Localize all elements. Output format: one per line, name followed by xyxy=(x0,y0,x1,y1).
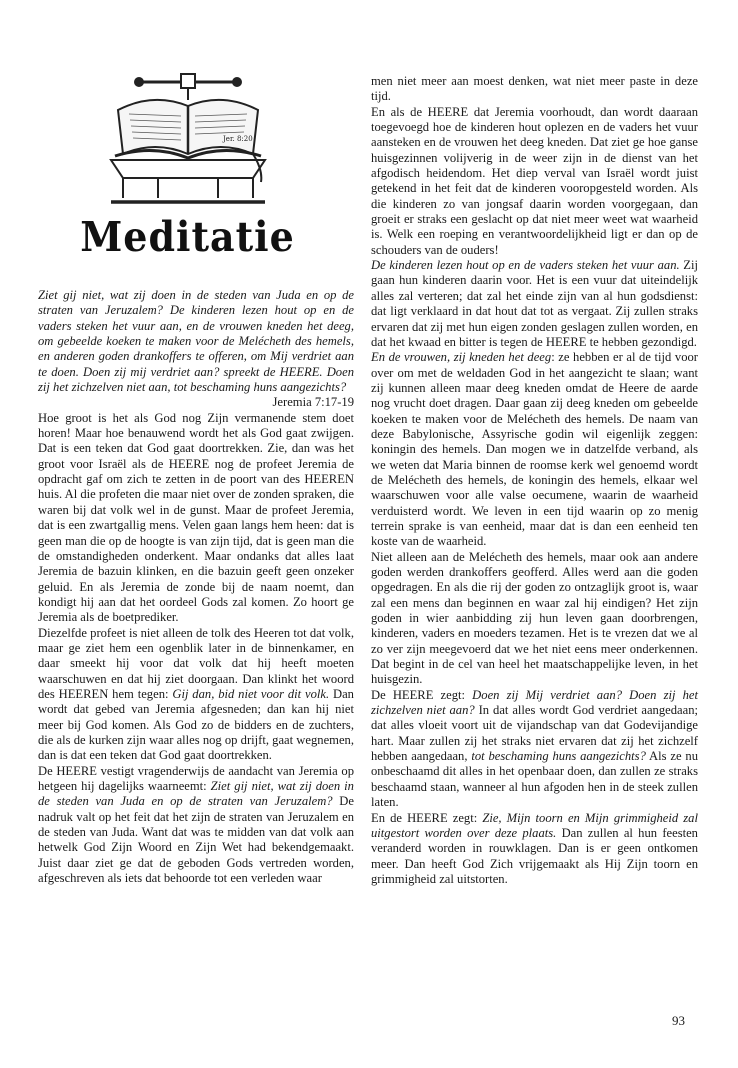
book-inscription: Jer. 8:20 xyxy=(223,135,253,143)
scripture-reference: Jeremia 7:17-19 xyxy=(272,395,354,410)
open-bible-on-lectern-icon xyxy=(103,70,273,220)
paragraph: En de vrouwen, zij kneden het deeg: ze hebben er al de tijd voor over om met de weldaden God in het aangezicht te slaan; want zij kunnen alleen maar deeg kneden omdat de Heere de aarde nog vrucht doet dragen. Daar gaan zij deeg kneden om gebeelde koeken te maken voor de Melécheth des hemels. De naam van deze Babylonische, Assyrische godin wil eigenlijk zeggen: koningin des hemels. Dan mogen we in datzelfde verband, als we weten dat Maria binnen de roomse kerk wel genoemd wordt de Melécheth des hemels, de koningin des hemels, elkaar wel waarschuwen voor alle valse oecumene, waarin de waarheid verduisterd wordt. We leven in een tijd waarin op zo menig terrein sprake is van eenheid, maar dat is dan een eenheid ten koste van de waarheid. xyxy=(371,350,698,549)
paragraph: De HEERE vestigt vragenderwijs de aandacht van Jeremia op hetgeen hij dagelijks waarneemt: Ziet gij niet, wat zij doen in de steden van Juda en op de straten van Jeruzalem? De nadruk valt op het feit dat het zijn de straten van Jeruzalem en de steden van Juda. Want dat was te midden van dat volk aan hetwelk God Zijn Woord en Zijn Wet had bekendgemaakt. Juist daar ziet ge dat de geboden Gods vertreden worden, afgeschreven als iets dat behoorde tot een verleden waar xyxy=(38,763,354,886)
paragraph: men niet meer aan moest denken, wat niet meer paste in deze tijd. xyxy=(371,74,698,104)
paragraph: De kinderen lezen hout op en de vaders steken het vuur aan. Zij gaan hun kinderen daarin voor. Het is een vuur dat uiteindelijk alles zal verteren; dat zal het einde zijn van al hun godsdienst: dat ligt verklaard in dat hout dat tot as vergaat. Zij zullen straks ervaren dat zij met hun eigen zonden geslagen zullen worden, en dat het kwaad en bitter is tegen de HEERE te hebben gezondigd. xyxy=(371,258,699,349)
page-number: 93 xyxy=(672,1013,685,1028)
right-column xyxy=(371,74,698,887)
intro-quote: Ziet gij niet, wat zij doen in de steden van Juda en op de straten van Jeruzalem? De kinderen lezen hout op en de vaders steken het vuur aan, en de vrouwen kneden het deeg, om gebeelde koeken te maken voor de Melécheth des hemels, en anderen goden drankoffers te offeren, om Mij verdriet aan te doen. Doen zij mij verdriet aan? spreekt de HEERE. Doen zij het zichzelven niet aan, tot beschaming huns aangezichts? xyxy=(38,288,354,395)
page-title: Meditatie xyxy=(80,212,295,261)
paragraph: De HEERE zegt: Doen zij Mij verdriet aan? Doen zij het zichzelven niet aan? In dat alles wordt God verdriet aangedaan; dat alles vloeit voort uit de vijandschap van dat Godevijandige hart. Maar zullen zij het straks niet ervaren dat zij het zichzelf hebben aangedaan, tot beschaming huns aangezichts? Als ze nu onbeschaamd dit alles in het openbaar doen, dan zullen ze straks beschaamd staan, wanneer al hun afgoden hen in de steek zullen laten. xyxy=(371,687,699,810)
paragraph: Hoe groot is het als God nog Zijn vermanende stem doet horen! Maar hoe benauwend wordt het als God gaat zwijgen. Dat is een teken dat God gaat doortrekken. Zie, dan was het groot voor Israël als de HEERE nog de profeet Jeremia de opdracht gaf om zich te zetten in de poort van des HEEREN huis. Al die profeten die maar niet over de zonden spraken, die waren bij dat volk wel in de gunst. Maar de profeet Jeremia, dat is een zwartgallig mens. Velen gaan langs hem heen: dat is geen man die op de hoogte is van zijn tijd, dat is geen man die de omstandigheden onderkent. Maar ondanks dat alles laat Jeremia de bazuin klinken, en die bazuin geeft geen onzeker geluid. En als Jeremia de zonde bij de naam noemt, dan kondigt hij aan dat het oordeel Gods zal komen. Zo hoort ge Jeremia als de boetprediker. xyxy=(38,410,354,625)
paragraph: En als de HEERE dat Jeremia voorhoudt, dan wordt daaraan toegevoegd hoe de kinderen hout oplezen en de vaders het vuur aansteken en de vrouwen het deeg kneden. Dat ziet ge hoe ganse huisgezinnen volijverig in de weer zijn in de dienst van het afgodisch heidendom. Het diep verval van Israël wordt juist getekend in het feit dat de kinderen vooropgesteld worden. Als die kinderen zo van jongsaf daarin worden voorgegaan, dan groeit er straks een geslacht op dat niet meer weet wat waarheid is. Welk een roeping en verantwoordelijkheid ligt er dan op de schouders van de ouders! xyxy=(371,104,698,257)
left-column xyxy=(38,288,354,886)
paragraph: En de HEERE zegt: Zie, Mijn toorn en Mijn grimmigheid zal uitgestort worden over deze plaats. Dan zullen al hun feesten veranderd worden in rouwklagen. Dan is er geen ontkomen meer. Dan heeft God Zich vrijgemaakt als Hij Zijn toorn en grimmigheid zal uitstorten. xyxy=(371,810,698,886)
paragraph: Niet alleen aan de Melécheth des hemels, maar ook aan andere goden werden drankoffers geofferd. Alles werd aan die goden opgedragen. En als die rij der goden zo ontzaglijk groot is, waar zal een mens dan beginnen en waar zal hij eindigen? Het zijn goden in wier aanbidding zij hun leven gaan doorbrengen, kinderen, vaders en moeders tezamen. Het is te vrezen dat we al zo ver zijn meegevoerd dat we het niet eens meer onderkennen. Dat begint in de cel van heel het maatschappelijke leven, in het huisgezin. xyxy=(371,549,698,687)
paragraph: Diezelfde profeet is niet alleen de tolk des Heeren tot dat volk, maar ge ziet hem een ogenblik later in de binnenkamer, en daar smeekt hij voor dat volk dat hij heeft moeten waarschuwen en dat hij ziet doorgaan. Dan klinkt het woord des HEEREN hem tegen: Gij dan, bid niet voor dit volk. Dan wordt dat gebed van Jeremia afgesneden; dan kan hij niet meer bij God komen. Als God zo de bidders en de zuchters, die als de kurken zijn waar alles nog op drijft, gaat wegnemen, dan is dat een teken dat God gaat doortrekken. xyxy=(38,625,354,763)
